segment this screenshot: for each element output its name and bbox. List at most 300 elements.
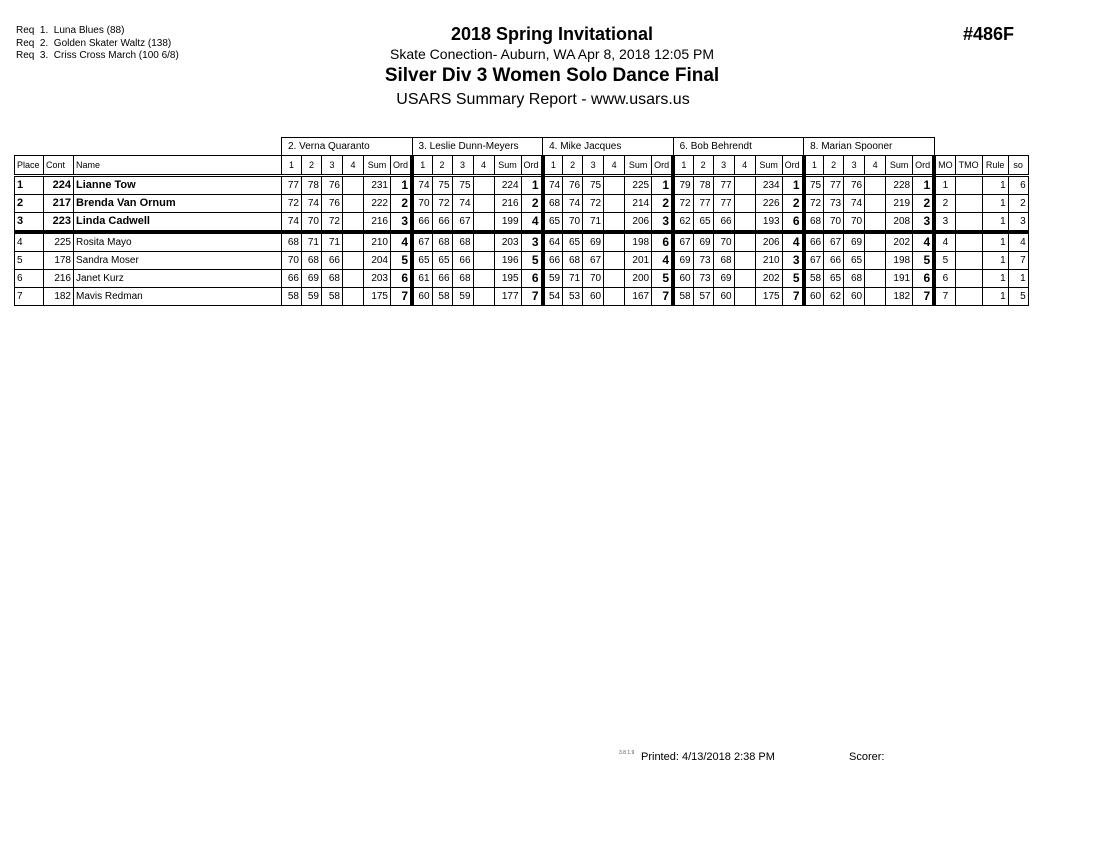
score-cell (865, 232, 886, 252)
sum-cell: 201 (625, 252, 652, 270)
start-order-cell: 6 (1008, 176, 1028, 195)
col-j4: 4 (604, 156, 625, 176)
place-cell: 3 (15, 213, 44, 233)
start-order-cell: 2 (1008, 195, 1028, 213)
score-cell (865, 176, 886, 195)
sum-cell: 206 (755, 232, 782, 252)
sum-cell: 199 (494, 213, 521, 233)
total-majority-ordinal (955, 270, 982, 288)
table-row (15, 288, 1029, 306)
score-cell: 65 (824, 270, 844, 288)
ordinal-cell: 6 (782, 213, 804, 233)
event-id: #486F (963, 24, 1015, 44)
score-cell: 66 (282, 270, 302, 288)
col-j1: 1 (412, 156, 432, 176)
score-cell: 67 (804, 252, 824, 270)
majority-ordinal: 4 (934, 232, 955, 252)
sum-cell: 203 (494, 232, 521, 252)
start-order-cell: 5 (1008, 288, 1028, 306)
col-j2: 2 (824, 156, 844, 176)
ordinal-cell: 6 (391, 270, 413, 288)
score-cell: 58 (673, 288, 693, 306)
score-cell: 54 (543, 288, 563, 306)
score-cell (473, 213, 494, 233)
score-cell: 72 (583, 195, 604, 213)
scorer-label: Scorer: (849, 751, 885, 763)
ordinal-cell: 5 (913, 252, 935, 270)
score-cell (473, 252, 494, 270)
col-j3: 3 (452, 156, 473, 176)
contestant-number: 216 (44, 270, 74, 288)
sum-cell: 204 (364, 252, 391, 270)
score-cell: 60 (673, 270, 693, 288)
table-row (15, 252, 1029, 270)
sum-cell: 193 (755, 213, 782, 233)
place-cell: 6 (15, 270, 44, 288)
contestant-number: 224 (44, 176, 74, 195)
col-cont: Cont (44, 156, 74, 176)
results-table (14, 137, 1029, 306)
score-cell: 59 (302, 288, 322, 306)
col-j2: 2 (563, 156, 583, 176)
score-cell (865, 213, 886, 233)
rule-cell: 1 (982, 270, 1008, 288)
printed-timestamp: Printed: 4/13/2018 2:38 PM (641, 751, 775, 763)
score-cell: 64 (543, 232, 563, 252)
score-cell: 58 (282, 288, 302, 306)
total-majority-ordinal (955, 252, 982, 270)
sum-cell: 203 (364, 270, 391, 288)
sum-cell: 228 (886, 176, 913, 195)
ordinal-cell: 7 (391, 288, 413, 306)
col-j3: 3 (844, 156, 865, 176)
judge-name: 4. Mike Jacques (543, 138, 674, 156)
start-order-cell: 1 (1008, 270, 1028, 288)
col-j3: 3 (713, 156, 734, 176)
start-order-cell: 7 (1008, 252, 1028, 270)
rule-cell: 1 (982, 288, 1008, 306)
col-mo: MO (934, 156, 955, 176)
contestant-number: 223 (44, 213, 74, 233)
score-cell (343, 176, 364, 195)
score-cell: 67 (412, 232, 432, 252)
score-cell (343, 270, 364, 288)
start-order-cell: 4 (1008, 232, 1028, 252)
col-j2: 2 (432, 156, 452, 176)
score-cell (734, 176, 755, 195)
score-cell (604, 195, 625, 213)
col-j3: 3 (322, 156, 343, 176)
score-cell: 74 (302, 195, 322, 213)
score-cell (343, 252, 364, 270)
score-cell: 71 (322, 232, 343, 252)
score-cell: 66 (432, 270, 452, 288)
rule-cell: 1 (982, 213, 1008, 233)
col-tmo: TMO (955, 156, 982, 176)
ordinal-cell: 1 (782, 176, 804, 195)
judge-name: 2. Verna Quaranto (282, 138, 413, 156)
sum-cell: 216 (364, 213, 391, 233)
sum-cell: 182 (886, 288, 913, 306)
score-cell: 60 (412, 288, 432, 306)
score-cell: 74 (563, 195, 583, 213)
score-cell: 68 (713, 252, 734, 270)
score-cell (734, 232, 755, 252)
score-cell: 66 (432, 213, 452, 233)
sum-cell: 224 (494, 176, 521, 195)
score-cell: 58 (322, 288, 343, 306)
score-cell (473, 195, 494, 213)
score-cell: 66 (412, 213, 432, 233)
column-header-row (15, 156, 1029, 176)
col-sum: Sum (755, 156, 782, 176)
ordinal-cell: 6 (652, 232, 674, 252)
score-cell: 58 (432, 288, 452, 306)
sum-cell: 210 (364, 232, 391, 252)
score-cell: 72 (282, 195, 302, 213)
score-cell (734, 252, 755, 270)
ordinal-cell: 1 (913, 176, 935, 195)
sum-cell: 231 (364, 176, 391, 195)
score-cell (473, 270, 494, 288)
score-cell: 68 (282, 232, 302, 252)
ordinal-cell: 2 (391, 195, 413, 213)
score-cell: 66 (713, 213, 734, 233)
skater-name: Lianne Tow (74, 176, 282, 195)
score-cell (734, 195, 755, 213)
score-cell: 69 (302, 270, 322, 288)
contestant-number: 178 (44, 252, 74, 270)
col-rule: Rule (982, 156, 1008, 176)
score-cell (865, 252, 886, 270)
score-cell: 76 (322, 195, 343, 213)
score-cell: 65 (543, 213, 563, 233)
score-cell: 65 (432, 252, 452, 270)
ordinal-cell: 4 (652, 252, 674, 270)
score-cell: 69 (844, 232, 865, 252)
score-cell (343, 232, 364, 252)
score-cell (865, 288, 886, 306)
judge-name: 8. Marian Spooner (804, 138, 935, 156)
majority-ordinal: 7 (934, 288, 955, 306)
ordinal-cell: 5 (652, 270, 674, 288)
score-cell (865, 270, 886, 288)
sum-cell: 214 (625, 195, 652, 213)
total-majority-ordinal (955, 288, 982, 306)
ordinal-cell: 4 (391, 232, 413, 252)
score-cell: 75 (452, 176, 473, 195)
skater-name: Sandra Moser (74, 252, 282, 270)
score-cell: 75 (583, 176, 604, 195)
score-cell: 69 (673, 252, 693, 270)
ordinal-cell: 4 (782, 232, 804, 252)
score-cell: 75 (804, 176, 824, 195)
score-cell: 74 (412, 176, 432, 195)
score-cell: 73 (693, 270, 713, 288)
table-row (15, 176, 1029, 195)
majority-ordinal: 3 (934, 213, 955, 233)
sum-cell: 175 (364, 288, 391, 306)
ordinal-cell: 3 (782, 252, 804, 270)
score-cell (865, 195, 886, 213)
ordinal-cell: 1 (521, 176, 543, 195)
place-cell: 5 (15, 252, 44, 270)
score-cell (604, 176, 625, 195)
col-j4: 4 (734, 156, 755, 176)
score-cell (734, 213, 755, 233)
score-cell: 66 (322, 252, 343, 270)
score-cell: 70 (824, 213, 844, 233)
col-sum: Sum (364, 156, 391, 176)
place-cell: 4 (15, 232, 44, 252)
score-cell: 69 (693, 232, 713, 252)
score-cell: 59 (543, 270, 563, 288)
col-ord: Ord (391, 156, 413, 176)
score-cell: 75 (432, 176, 452, 195)
ordinal-cell: 7 (782, 288, 804, 306)
skater-name: Brenda Van Ornum (74, 195, 282, 213)
total-majority-ordinal (955, 213, 982, 233)
total-majority-ordinal (955, 232, 982, 252)
col-ord: Ord (652, 156, 674, 176)
score-cell: 76 (563, 176, 583, 195)
score-cell (473, 232, 494, 252)
ordinal-cell: 2 (782, 195, 804, 213)
score-cell: 53 (563, 288, 583, 306)
sum-cell: 191 (886, 270, 913, 288)
total-majority-ordinal (955, 195, 982, 213)
score-cell: 73 (824, 195, 844, 213)
score-cell: 60 (804, 288, 824, 306)
score-cell: 69 (583, 232, 604, 252)
score-cell: 77 (693, 195, 713, 213)
score-cell: 70 (563, 213, 583, 233)
col-j2: 2 (693, 156, 713, 176)
ordinal-cell: 2 (652, 195, 674, 213)
col-j1: 1 (673, 156, 693, 176)
place-cell: 2 (15, 195, 44, 213)
sum-cell: 208 (886, 213, 913, 233)
col-j1: 1 (543, 156, 563, 176)
col-sum: Sum (494, 156, 521, 176)
score-cell (604, 270, 625, 288)
score-cell: 70 (713, 232, 734, 252)
score-cell: 68 (844, 270, 865, 288)
judge-header-row (15, 138, 1029, 156)
score-cell: 71 (563, 270, 583, 288)
score-cell: 68 (804, 213, 824, 233)
score-cell: 60 (844, 288, 865, 306)
software-version: 3.8.1.9 (619, 750, 635, 756)
score-cell: 78 (693, 176, 713, 195)
score-cell: 77 (713, 195, 734, 213)
score-cell (734, 270, 755, 288)
score-cell: 70 (583, 270, 604, 288)
col-sum: Sum (886, 156, 913, 176)
score-cell: 72 (673, 195, 693, 213)
report-title: USARS Summary Report - www.usars.us (396, 91, 690, 108)
rule-cell: 1 (982, 252, 1008, 270)
sum-cell: 202 (755, 270, 782, 288)
skater-name: Rosita Mayo (74, 232, 282, 252)
score-cell: 68 (543, 195, 563, 213)
score-cell: 74 (543, 176, 563, 195)
score-cell: 61 (412, 270, 432, 288)
col-j2: 2 (302, 156, 322, 176)
score-cell: 71 (302, 232, 322, 252)
contestant-number: 217 (44, 195, 74, 213)
score-cell: 77 (824, 176, 844, 195)
score-cell (343, 195, 364, 213)
sum-cell: 206 (625, 213, 652, 233)
contestant-number: 225 (44, 232, 74, 252)
ordinal-cell: 3 (652, 213, 674, 233)
ordinal-cell: 5 (391, 252, 413, 270)
sum-cell: 167 (625, 288, 652, 306)
score-cell: 72 (322, 213, 343, 233)
rule-cell: 1 (982, 176, 1008, 195)
start-order-cell: 3 (1008, 213, 1028, 233)
sum-cell: 198 (625, 232, 652, 252)
score-cell (473, 176, 494, 195)
ordinal-cell: 5 (782, 270, 804, 288)
score-cell: 71 (583, 213, 604, 233)
skater-name: Mavis Redman (74, 288, 282, 306)
score-cell: 58 (804, 270, 824, 288)
sum-cell: 202 (886, 232, 913, 252)
score-cell: 62 (824, 288, 844, 306)
score-cell: 70 (282, 252, 302, 270)
col-ord: Ord (521, 156, 543, 176)
score-cell: 67 (452, 213, 473, 233)
majority-ordinal: 5 (934, 252, 955, 270)
score-cell (734, 288, 755, 306)
skater-name: Linda Cadwell (74, 213, 282, 233)
score-cell: 70 (844, 213, 865, 233)
score-cell: 68 (452, 270, 473, 288)
col-j4: 4 (473, 156, 494, 176)
col-j3: 3 (583, 156, 604, 176)
score-cell (604, 232, 625, 252)
score-cell: 69 (713, 270, 734, 288)
score-cell: 68 (563, 252, 583, 270)
score-cell: 65 (563, 232, 583, 252)
score-cell: 66 (543, 252, 563, 270)
score-cell: 68 (452, 232, 473, 252)
sum-cell: 219 (886, 195, 913, 213)
score-cell: 65 (693, 213, 713, 233)
col-so: so (1008, 156, 1028, 176)
score-cell: 67 (583, 252, 604, 270)
col-name: Name (74, 156, 282, 176)
ordinal-cell: 6 (913, 270, 935, 288)
score-cell: 59 (452, 288, 473, 306)
rule-cell: 1 (982, 232, 1008, 252)
score-cell: 66 (452, 252, 473, 270)
sum-cell: 226 (755, 195, 782, 213)
col-j1: 1 (804, 156, 824, 176)
score-cell (473, 288, 494, 306)
competition-title: 2018 Spring Invitational (450, 24, 654, 44)
ordinal-cell: 4 (521, 213, 543, 233)
event-title: Silver Div 3 Women Solo Dance Final (384, 65, 720, 86)
score-cell: 74 (282, 213, 302, 233)
competition-location: Skate Conection- Auburn, WA Apr 8, 2018 12:05 PM (389, 46, 714, 62)
score-cell: 65 (844, 252, 865, 270)
score-cell: 60 (583, 288, 604, 306)
judge-name: 6. Bob Behrendt (673, 138, 804, 156)
score-cell (604, 213, 625, 233)
sum-cell: 216 (494, 195, 521, 213)
score-cell: 70 (412, 195, 432, 213)
score-cell: 77 (282, 176, 302, 195)
place-cell: 1 (15, 176, 44, 195)
score-cell: 65 (412, 252, 432, 270)
score-cell (343, 288, 364, 306)
score-cell: 60 (713, 288, 734, 306)
majority-ordinal: 2 (934, 195, 955, 213)
col-place: Place (15, 156, 44, 176)
sum-cell: 222 (364, 195, 391, 213)
sum-cell: 195 (494, 270, 521, 288)
col-j1: 1 (282, 156, 302, 176)
contestant-number: 182 (44, 288, 74, 306)
required-dance-1: Req 1. Luna Blues (88) (16, 25, 125, 36)
ordinal-cell: 6 (521, 270, 543, 288)
ordinal-cell: 3 (391, 213, 413, 233)
sum-cell: 177 (494, 288, 521, 306)
col-j4: 4 (343, 156, 364, 176)
ordinal-cell: 7 (652, 288, 674, 306)
score-cell: 72 (804, 195, 824, 213)
score-cell: 70 (302, 213, 322, 233)
score-cell: 62 (673, 213, 693, 233)
col-ord: Ord (913, 156, 935, 176)
score-cell: 79 (673, 176, 693, 195)
ordinal-cell: 5 (521, 252, 543, 270)
majority-ordinal: 1 (934, 176, 955, 195)
table-row (15, 270, 1029, 288)
score-cell: 68 (432, 232, 452, 252)
table-row (15, 213, 1029, 233)
score-cell: 66 (824, 252, 844, 270)
score-cell: 76 (322, 176, 343, 195)
judge-name: 3. Leslie Dunn-Meyers (412, 138, 543, 156)
sum-cell: 210 (755, 252, 782, 270)
score-cell: 77 (713, 176, 734, 195)
ordinal-cell: 7 (521, 288, 543, 306)
ordinal-cell: 1 (391, 176, 413, 195)
score-cell: 74 (452, 195, 473, 213)
sum-cell: 234 (755, 176, 782, 195)
score-cell: 57 (693, 288, 713, 306)
table-row (15, 232, 1029, 252)
score-cell: 67 (824, 232, 844, 252)
score-cell: 68 (322, 270, 343, 288)
ordinal-cell: 1 (652, 176, 674, 195)
required-dance-3: Req 3. Criss Cross March (100 6/8) (16, 50, 179, 61)
rule-cell: 1 (982, 195, 1008, 213)
ordinal-cell: 4 (913, 232, 935, 252)
sum-cell: 200 (625, 270, 652, 288)
ordinal-cell: 2 (913, 195, 935, 213)
table-row (15, 195, 1029, 213)
ordinal-cell: 3 (913, 213, 935, 233)
score-cell (604, 288, 625, 306)
place-cell: 7 (15, 288, 44, 306)
sum-cell: 225 (625, 176, 652, 195)
col-sum: Sum (625, 156, 652, 176)
